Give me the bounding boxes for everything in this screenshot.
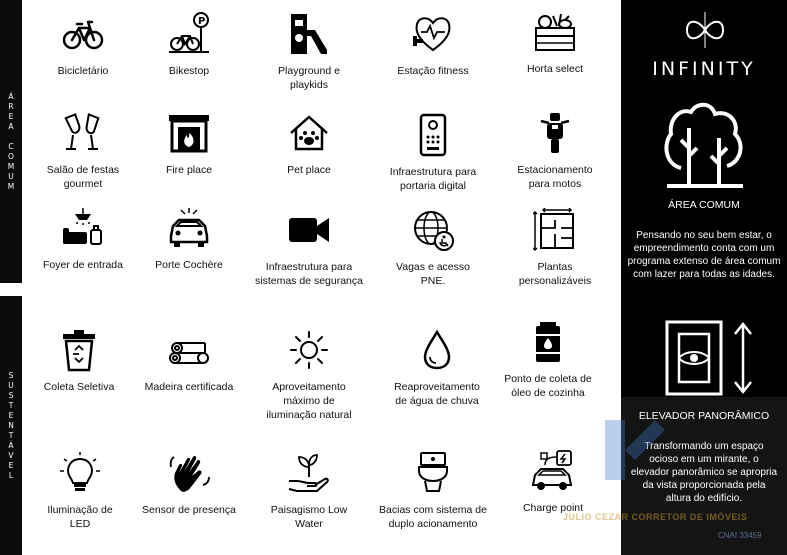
oil-barrel-icon [525, 320, 571, 364]
amenity-item [373, 12, 493, 78]
section-letter: O [8, 151, 14, 161]
amenity-label: Fire place [165, 164, 213, 176]
sustainable-item [249, 451, 369, 531]
amenity-label: Estação fitness [397, 65, 469, 77]
accessibility-globe-icon [410, 208, 456, 252]
amenity-item [129, 12, 249, 78]
sustainable-item [19, 328, 139, 394]
sustainable-label: Reaproveitamento de água de chuva [394, 381, 480, 407]
amenity-label: Infraestrutura para portaria digital [389, 166, 477, 192]
sustainable-item [20, 451, 140, 531]
bike-parking-icon [166, 12, 212, 56]
sustainable-item [488, 320, 608, 400]
sustainable-label: Ponto de coleta de óleo de cozinha [504, 373, 592, 399]
sustainable-label: Aproveitamento máximo de iluminação natural [266, 381, 352, 421]
section-letter: S [8, 390, 14, 400]
section-letter: V [8, 450, 14, 460]
amenity-item [373, 208, 493, 288]
sustainable-label: Coleta Seletiva [43, 381, 115, 393]
section-letter: A [8, 121, 14, 131]
amenity-item [249, 111, 369, 177]
section-letter: T [8, 430, 14, 440]
sustainable-label: Iluminação de LED [47, 504, 113, 530]
toilet-icon [410, 451, 456, 495]
logs-icon [166, 328, 212, 372]
brand-name: INFINITY [652, 58, 756, 80]
area-comum-title: ÁREA COMUM [668, 199, 740, 211]
bicycle-icon [60, 12, 106, 56]
amenity-label: Estacionamento para motos [517, 164, 593, 190]
sustainable-label: Paisagismo Low Water [270, 504, 348, 530]
pet-house-icon [286, 111, 332, 155]
section-label-area-comum [0, 0, 22, 283]
amenity-item [129, 111, 249, 177]
plant-hand-icon [286, 451, 332, 495]
amenity-label: Playground e playkids [278, 65, 340, 91]
section-letter: N [8, 420, 14, 430]
watermark-cnai: CNAI 33459 [718, 531, 762, 540]
vegetable-crate-icon [532, 10, 578, 54]
car-icon [166, 206, 212, 250]
elevator-text: Transformando um espaço ocioso em um mirante, o elevador panorâmico se apropria da vista proporcionada pela altura do edifício. [630, 441, 778, 504]
light-bulb-icon [57, 451, 103, 495]
ev-charger-icon [530, 449, 576, 493]
sustainable-label: Charge point [522, 502, 584, 514]
sustainable-item [129, 451, 249, 517]
water-drop-icon [414, 328, 460, 372]
playground-icon [286, 12, 332, 56]
amenity-item [129, 206, 249, 272]
amenity-item [495, 111, 615, 191]
amenity-label: Horta select [526, 63, 584, 75]
section-letter: Á [8, 91, 14, 101]
sustainable-item [377, 328, 497, 408]
amenity-item [249, 12, 369, 92]
section-letter: M [7, 181, 15, 191]
video-camera-icon [286, 208, 332, 252]
section-letter: S [8, 370, 14, 380]
section-letter: C [8, 141, 14, 151]
champagne-glasses-icon [60, 111, 106, 155]
amenity-item [495, 10, 615, 76]
section-letter: E [8, 410, 14, 420]
amenity-item [23, 12, 143, 78]
amenity-label: Infraestrutura para sistemas de segurança [255, 261, 363, 287]
amenity-item [373, 113, 493, 193]
amenity-item [495, 208, 615, 288]
fireplace-icon [166, 111, 212, 155]
sustainable-item [249, 328, 369, 422]
section-letter: U [8, 380, 14, 390]
section-letter: T [8, 400, 14, 410]
lounge-sofa-icon [60, 206, 106, 250]
section-letter [10, 132, 12, 142]
svg-text:P: P [198, 16, 206, 27]
amenity-item [249, 208, 369, 288]
amenity-label: Salão de festas gourmet [46, 164, 120, 190]
amenity-item [23, 206, 143, 272]
floor-plan-icon [532, 208, 578, 252]
sustainable-label: Sensor de presença [142, 504, 236, 516]
intercom-icon [410, 113, 456, 157]
trees-icon [661, 98, 749, 190]
amenities-grid [22, 0, 621, 555]
recycle-bin-icon [56, 328, 102, 372]
amenity-item [23, 111, 143, 191]
watermark-name: JULIO CEZAR CORRETOR DE IMÓVEIS [563, 512, 748, 522]
elevator-icon [665, 320, 757, 396]
sustainable-label: Bacias com sistema de duplo acionamento [379, 504, 487, 530]
motorcycle-icon [532, 111, 578, 155]
section-letter: M [7, 161, 15, 171]
amenity-label: Porte Cochère [155, 259, 223, 271]
sustainable-label: Madeira certificada [144, 381, 234, 393]
section-letter: L [8, 470, 14, 480]
amenity-label: Plantas personalizáveis [518, 261, 592, 287]
section-letter: E [8, 111, 14, 121]
amenity-label: Vagas e acesso PNE. [396, 261, 470, 287]
hand-wave-icon [166, 451, 212, 495]
amenity-label: Foyer de entrada [43, 259, 123, 271]
section-letter: R [8, 101, 14, 111]
amenity-label: Bicicletário [57, 65, 109, 77]
elevator-title: ELEVADOR PANORÂMICO [638, 410, 770, 422]
sun-icon [286, 328, 332, 372]
section-letter: Á [8, 440, 14, 450]
amenity-label: Pet place [287, 164, 331, 176]
sustainable-item [129, 328, 249, 394]
infinity-logo-icon [677, 10, 733, 50]
section-letter: E [8, 460, 14, 470]
amenity-label: Bikestop [168, 65, 210, 77]
fitness-heart-icon [410, 12, 456, 56]
section-letter: U [8, 171, 14, 181]
watermark-logo-icon [595, 410, 665, 490]
sustainable-item [373, 451, 493, 531]
area-comum-text: Pensando no seu bem estar, o empreendimento conta com um programa extenso de área comum com lazer para todas as idades. [627, 230, 781, 280]
